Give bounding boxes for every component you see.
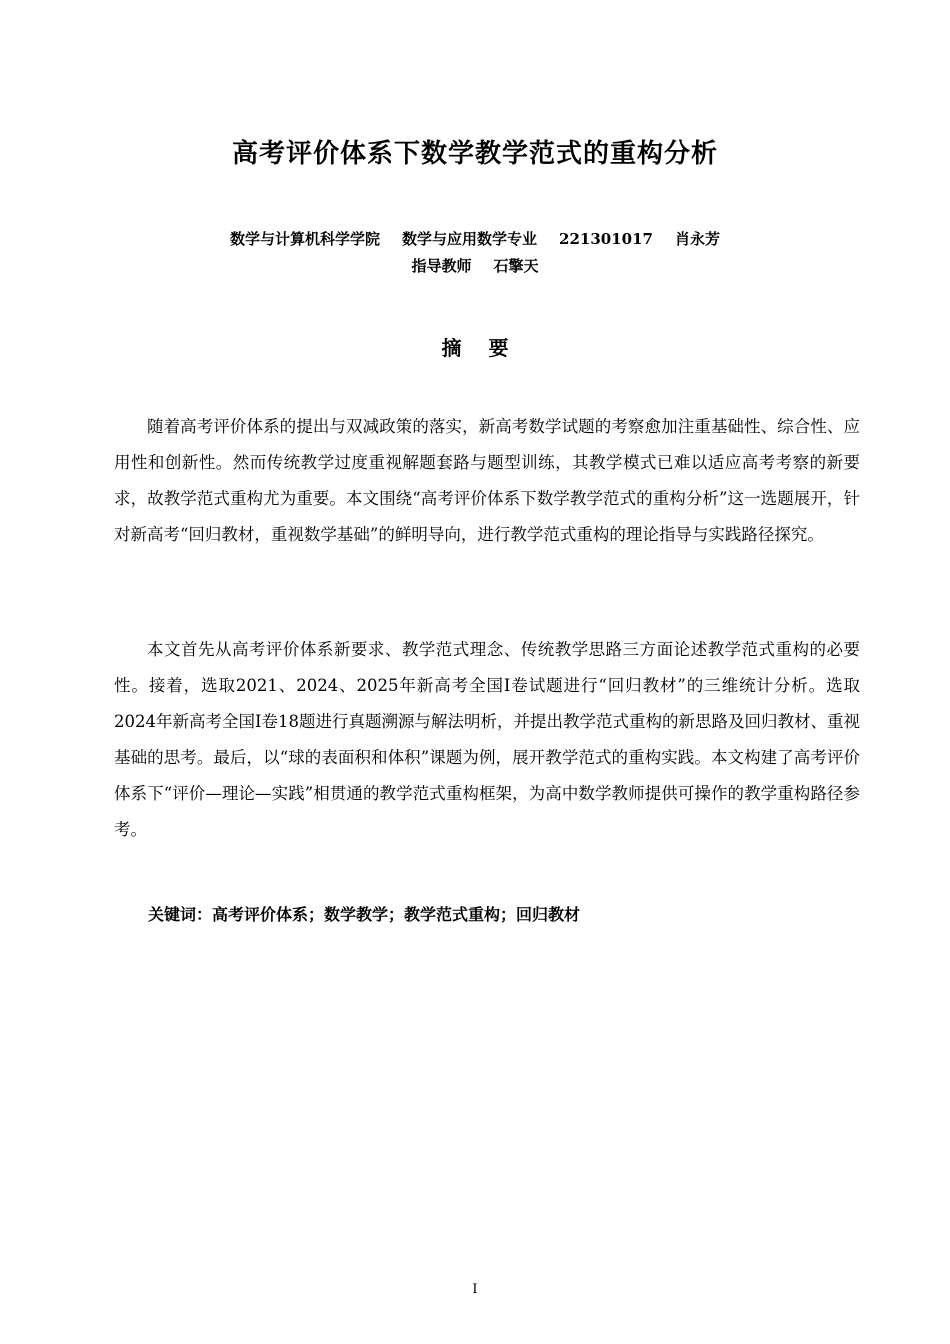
- page-number: I: [472, 1282, 478, 1297]
- college-name: 数学与计算机科学学院: [230, 230, 381, 248]
- keywords-line: 关键词：高考评价体系；数学教学；教学范式重构；回归教材: [148, 905, 581, 924]
- student-id: 221301017: [559, 230, 653, 248]
- author-info-line: [0, 226, 950, 252]
- abstract-heading: 摘 要: [441, 336, 519, 360]
- advisor-name: 石擎天: [493, 257, 539, 275]
- author-name: 肖永芳: [674, 230, 720, 248]
- advisor-line: [0, 253, 950, 279]
- advisor-label: 指导教师: [411, 257, 472, 275]
- paper-title: 高考评价体系下数学教学范式的重构分析: [231, 139, 718, 169]
- abstract-paragraph: 随着高考评价体系的提出与双减政策的落实，新高考数学试题的考察愈加注重基础性、综合性、应用性和创新性。然而传统教学过度重视解题套路与题型训练，其教学模式已难以适应高考考察的新要求，故教学范式重构尤为重要。本文围绕“高考评价体系下数学教学范式的重构分析”这一选题展开，针对新高考“回归教材，重视数学基础”的鲜明导向，进行教学范式重构的理论指导与实践路径探究。: [114, 416, 860, 544]
- abstract-paragraph: 本文首先从高考评价体系新要求、教学范式理念、传统教学思路三方面论述教学范式重构的必要性。接着，选取2021、2024、2025年新高考全国Ⅰ卷试题进行“回归教材”的三维统计分析。选取2024年新高考全国Ⅰ卷18题进行真题溯源与解法明析，并提出教学范式重构的新思路及回归教材、重视基础的思考。最后，以“球的表面积和体积”课题为例，展开教学范式的重构实践。本文构建了高考评价体系下“评价—理论—实践”相贯通的教学范式重构框架，为高中数学教师提供可操作的教学重构路径参考。: [114, 639, 861, 839]
- major-name: 数学与应用数学专业: [402, 230, 538, 248]
